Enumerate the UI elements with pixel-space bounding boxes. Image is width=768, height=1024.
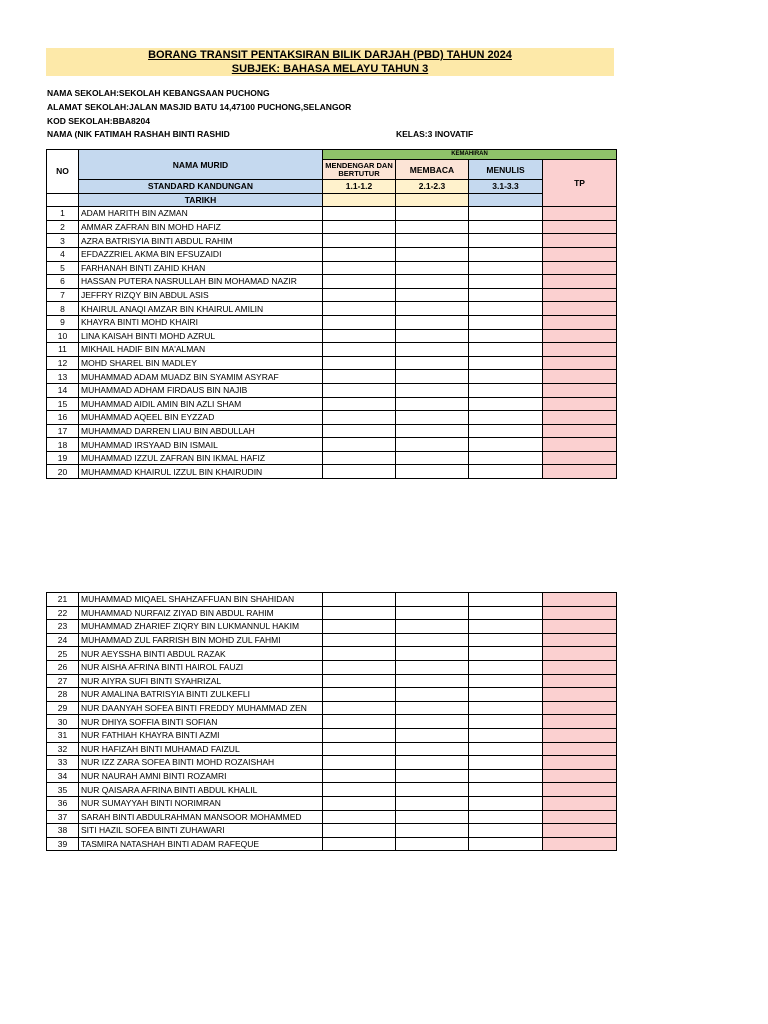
score-membaca-cell[interactable]: [396, 247, 469, 261]
score-tp-cell[interactable]: [543, 715, 617, 729]
score-tp-cell[interactable]: [543, 742, 617, 756]
score-tp-cell[interactable]: [543, 275, 617, 289]
score-menulis-cell[interactable]: [469, 715, 543, 729]
student-row: [47, 660, 617, 674]
student-name: MUHAMMAD KHAIRUL IZZUL BIN KHAIRUDIN: [79, 465, 323, 479]
student-name: NUR DAANYAH SOFEA BINTI FREDDY MUHAMMAD ZEN: [79, 701, 323, 715]
student-row: [47, 728, 617, 742]
score-mendengar-cell[interactable]: [323, 411, 396, 425]
score-mendengar-cell[interactable]: [323, 756, 396, 770]
score-tp-cell[interactable]: [543, 660, 617, 674]
student-name: MUHAMMAD AQEEL BIN EYZZAD: [79, 411, 323, 425]
score-menulis-cell[interactable]: [469, 261, 543, 275]
header-blank: [47, 193, 79, 207]
student-name: MUHAMMAD AIDIL AMIN BIN AZLI SHAM: [79, 397, 323, 411]
student-row: [47, 356, 617, 370]
score-membaca-cell[interactable]: [396, 397, 469, 411]
score-mendengar-cell[interactable]: [323, 701, 396, 715]
tarikh-cell[interactable]: [396, 193, 469, 207]
student-row: [47, 397, 617, 411]
score-mendengar-cell[interactable]: [323, 356, 396, 370]
score-mendengar-cell[interactable]: [323, 234, 396, 248]
student-name: NUR SUMAYYAH BINTI NORIMRAN: [79, 796, 323, 810]
score-membaca-cell[interactable]: [396, 343, 469, 357]
score-menulis-cell[interactable]: [469, 824, 543, 838]
score-tp-cell[interactable]: [543, 593, 617, 607]
score-menulis-cell[interactable]: [469, 837, 543, 851]
score-menulis-cell[interactable]: [469, 438, 543, 452]
score-tp-cell[interactable]: [543, 356, 617, 370]
student-no: 32: [47, 742, 79, 756]
score-menulis-cell[interactable]: [469, 606, 543, 620]
student-no: 7: [47, 288, 79, 302]
school-address: ALAMAT SEKOLAH:JALAN MASJID BATU 14,47100 PUCHONG,SELANGOR: [47, 102, 352, 112]
student-row: [47, 769, 617, 783]
header-skill-mendengar: MENDENGAR DAN BERTUTUR: [323, 160, 396, 180]
student-no: 33: [47, 756, 79, 770]
score-membaca-cell[interactable]: [396, 275, 469, 289]
student-row: [47, 383, 617, 397]
score-tp-cell[interactable]: [543, 207, 617, 221]
score-mendengar-cell[interactable]: [323, 742, 396, 756]
score-mendengar-cell[interactable]: [323, 302, 396, 316]
tarikh-cell[interactable]: [469, 193, 543, 207]
class-name: KELAS:3 INOVATIF: [396, 129, 474, 139]
student-no: 36: [47, 796, 79, 810]
student-name: NUR QAISARA AFRINA BINTI ABDUL KHALIL: [79, 783, 323, 797]
score-menulis-cell[interactable]: [469, 275, 543, 289]
student-name: MUHAMMAD ZHARIEF ZIQRY BIN LUKMANNUL HAKIM: [79, 620, 323, 634]
student-no: 31: [47, 728, 79, 742]
student-row: [47, 620, 617, 634]
student-no: 11: [47, 343, 79, 357]
score-tp-cell[interactable]: [543, 288, 617, 302]
score-tp-cell[interactable]: [543, 633, 617, 647]
score-menulis-cell[interactable]: [469, 288, 543, 302]
score-tp-cell[interactable]: [543, 620, 617, 634]
score-membaca-cell[interactable]: [396, 465, 469, 479]
score-membaca-cell[interactable]: [396, 234, 469, 248]
score-menulis-cell[interactable]: [469, 247, 543, 261]
header-nama-murid: NAMA MURID: [79, 150, 323, 180]
school-name: NAMA SEKOLAH:SEKOLAH KEBANGSAAN PUCHONG: [47, 88, 270, 98]
student-no: 13: [47, 370, 79, 384]
score-membaca-cell[interactable]: [396, 810, 469, 824]
student-name: EFDAZZRIEL AKMA BIN EFSUZAIDI: [79, 247, 323, 261]
score-membaca-cell[interactable]: [396, 207, 469, 221]
score-tp-cell[interactable]: [543, 824, 617, 838]
student-row: [47, 424, 617, 438]
student-no: 20: [47, 465, 79, 479]
score-membaca-cell[interactable]: [396, 742, 469, 756]
student-no: 5: [47, 261, 79, 275]
header-no: NO: [47, 150, 79, 194]
score-menulis-cell[interactable]: [469, 220, 543, 234]
score-mendengar-cell[interactable]: [323, 620, 396, 634]
score-membaca-cell[interactable]: [396, 593, 469, 607]
score-membaca-cell[interactable]: [396, 288, 469, 302]
student-no: 25: [47, 647, 79, 661]
score-tp-cell[interactable]: [543, 701, 617, 715]
score-membaca-cell[interactable]: [396, 674, 469, 688]
score-menulis-cell[interactable]: [469, 769, 543, 783]
form-subject: SUBJEK: BAHASA MELAYU TAHUN 3: [231, 63, 429, 75]
teacher-name: NAMA (NIK FATIMAH RASHAH BINTI RASHID: [47, 129, 230, 139]
student-name: NUR AEYSSHA BINTI ABDUL RAZAK: [79, 647, 323, 661]
score-mendengar-cell[interactable]: [323, 329, 396, 343]
student-name: MUHAMMAD NURFAIZ ZIYAD BIN ABDUL RAHIM: [79, 606, 323, 620]
score-membaca-cell[interactable]: [396, 837, 469, 851]
score-menulis-cell[interactable]: [469, 465, 543, 479]
score-mendengar-cell[interactable]: [323, 247, 396, 261]
form-title: BORANG TRANSIT PENTAKSIRAN BILIK DARJAH (PBD) TAHUN 2024: [148, 49, 512, 61]
score-mendengar-cell[interactable]: [323, 315, 396, 329]
student-no: 4: [47, 247, 79, 261]
student-row: [47, 370, 617, 384]
score-mendengar-cell[interactable]: [323, 633, 396, 647]
student-no: 9: [47, 315, 79, 329]
score-tp-cell[interactable]: [543, 451, 617, 465]
student-name: NUR DHIYA SOFFIA BINTI SOFIAN: [79, 715, 323, 729]
score-menulis-cell[interactable]: [469, 783, 543, 797]
student-name: NUR AIYRA SUFI BINTI SYAHRIZAL: [79, 674, 323, 688]
score-menulis-cell[interactable]: [469, 810, 543, 824]
header-skill-menulis: MENULIS: [469, 160, 543, 180]
student-name: MUHAMMAD MIQAEL SHAHZAFFUAN BIN SHAHIDAN: [79, 593, 323, 607]
score-mendengar-cell[interactable]: [323, 465, 396, 479]
student-no: 26: [47, 660, 79, 674]
header-kemahiran: KEMAHIRAN: [323, 150, 617, 160]
student-no: 21: [47, 593, 79, 607]
score-membaca-cell[interactable]: [396, 329, 469, 343]
student-no: 12: [47, 356, 79, 370]
score-mendengar-cell[interactable]: [323, 397, 396, 411]
score-menulis-cell[interactable]: [469, 315, 543, 329]
score-tp-cell[interactable]: [543, 329, 617, 343]
score-menulis-cell[interactable]: [469, 207, 543, 221]
score-tp-cell[interactable]: [543, 783, 617, 797]
student-row: [47, 275, 617, 289]
student-row: [47, 715, 617, 729]
student-name: MUHAMMAD ADAM MUADZ BIN SYAMIM ASYRAF: [79, 370, 323, 384]
score-tp-cell[interactable]: [543, 302, 617, 316]
student-name: AZRA BATRISYIA BINTI ABDUL RAHIM: [79, 234, 323, 248]
score-mendengar-cell[interactable]: [323, 593, 396, 607]
student-no: 28: [47, 688, 79, 702]
score-tp-cell[interactable]: [543, 465, 617, 479]
score-menulis-cell[interactable]: [469, 660, 543, 674]
header-tp: TP: [543, 160, 617, 207]
score-membaca-cell[interactable]: [396, 769, 469, 783]
score-membaca-cell[interactable]: [396, 438, 469, 452]
score-menulis-cell[interactable]: [469, 742, 543, 756]
score-mendengar-cell[interactable]: [323, 424, 396, 438]
score-mendengar-cell[interactable]: [323, 810, 396, 824]
student-row: [47, 606, 617, 620]
score-menulis-cell[interactable]: [469, 356, 543, 370]
score-membaca-cell[interactable]: [396, 261, 469, 275]
score-tp-cell[interactable]: [543, 837, 617, 851]
score-tp-cell[interactable]: [543, 756, 617, 770]
student-no: 10: [47, 329, 79, 343]
score-membaca-cell[interactable]: [396, 783, 469, 797]
score-menulis-cell[interactable]: [469, 701, 543, 715]
header-standard-kandungan: STANDARD KANDUNGAN: [79, 180, 323, 194]
score-mendengar-cell[interactable]: [323, 275, 396, 289]
student-row: [47, 796, 617, 810]
student-no: 38: [47, 824, 79, 838]
student-no: 37: [47, 810, 79, 824]
score-mendengar-cell[interactable]: [323, 207, 396, 221]
score-mendengar-cell[interactable]: [323, 728, 396, 742]
score-mendengar-cell[interactable]: [323, 715, 396, 729]
student-no: 6: [47, 275, 79, 289]
header-tarikh: TARIKH: [79, 193, 323, 207]
form-title-banner: [46, 48, 614, 76]
student-row: [47, 688, 617, 702]
score-mendengar-cell[interactable]: [323, 220, 396, 234]
score-tp-cell[interactable]: [543, 647, 617, 661]
score-membaca-cell[interactable]: [396, 302, 469, 316]
student-row: [47, 837, 617, 851]
student-name: HASSAN PUTERA NASRULLAH BIN MOHAMAD NAZIR: [79, 275, 323, 289]
student-no: 24: [47, 633, 79, 647]
student-name: NUR FATHIAH KHAYRA BINTI AZMI: [79, 728, 323, 742]
score-tp-cell[interactable]: [543, 247, 617, 261]
score-tp-cell[interactable]: [543, 383, 617, 397]
score-mendengar-cell[interactable]: [323, 674, 396, 688]
score-mendengar-cell[interactable]: [323, 824, 396, 838]
student-row: [47, 647, 617, 661]
score-tp-cell[interactable]: [543, 424, 617, 438]
score-menulis-cell[interactable]: [469, 411, 543, 425]
score-membaca-cell[interactable]: [396, 451, 469, 465]
score-tp-cell[interactable]: [543, 411, 617, 425]
score-membaca-cell[interactable]: [396, 796, 469, 810]
student-no: 34: [47, 769, 79, 783]
tarikh-cell[interactable]: [323, 193, 396, 207]
score-membaca-cell[interactable]: [396, 620, 469, 634]
student-row: [47, 329, 617, 343]
score-menulis-cell[interactable]: [469, 424, 543, 438]
score-menulis-cell[interactable]: [469, 302, 543, 316]
score-membaca-cell[interactable]: [396, 824, 469, 838]
student-row: [47, 411, 617, 425]
score-menulis-cell[interactable]: [469, 728, 543, 742]
student-name: NUR AISHA AFRINA BINTI HAIROL FAUZI: [79, 660, 323, 674]
student-no: 39: [47, 837, 79, 851]
score-membaca-cell[interactable]: [396, 715, 469, 729]
student-name: SARAH BINTI ABDULRAHMAN MANSOOR MOHAMMED: [79, 810, 323, 824]
score-tp-cell[interactable]: [543, 728, 617, 742]
assessment-table-2: [46, 592, 617, 851]
score-menulis-cell[interactable]: [469, 647, 543, 661]
score-tp-cell[interactable]: [543, 397, 617, 411]
student-row: [47, 756, 617, 770]
student-name: AMMAR ZAFRAN BIN MOHD HAFIZ: [79, 220, 323, 234]
score-mendengar-cell[interactable]: [323, 796, 396, 810]
score-membaca-cell[interactable]: [396, 756, 469, 770]
student-name: MUHAMMAD ADHAM FIRDAUS BIN NAJIB: [79, 383, 323, 397]
score-tp-cell[interactable]: [543, 810, 617, 824]
student-name: FARHANAH BINTI ZAHID KHAN: [79, 261, 323, 275]
score-membaca-cell[interactable]: [396, 688, 469, 702]
student-row: [47, 315, 617, 329]
student-no: 1: [47, 207, 79, 221]
score-tp-cell[interactable]: [543, 606, 617, 620]
score-tp-cell[interactable]: [543, 315, 617, 329]
score-membaca-cell[interactable]: [396, 647, 469, 661]
score-tp-cell[interactable]: [543, 234, 617, 248]
student-row: [47, 451, 617, 465]
score-tp-cell[interactable]: [543, 688, 617, 702]
student-row: [47, 261, 617, 275]
student-name: NUR NAURAH AMNI BINTI ROZAMRI: [79, 769, 323, 783]
student-name: ADAM HARITH BIN AZMAN: [79, 207, 323, 221]
score-tp-cell[interactable]: [543, 343, 617, 357]
score-mendengar-cell[interactable]: [323, 606, 396, 620]
score-menulis-cell[interactable]: [469, 688, 543, 702]
student-name: NUR HAFIZAH BINTI MUHAMAD FAIZUL: [79, 742, 323, 756]
score-tp-cell[interactable]: [543, 796, 617, 810]
student-no: 30: [47, 715, 79, 729]
student-row: [47, 207, 617, 221]
score-menulis-cell[interactable]: [469, 370, 543, 384]
score-membaca-cell[interactable]: [396, 370, 469, 384]
score-mendengar-cell[interactable]: [323, 288, 396, 302]
score-membaca-cell[interactable]: [396, 633, 469, 647]
score-mendengar-cell[interactable]: [323, 647, 396, 661]
student-row: [47, 465, 617, 479]
score-menulis-cell[interactable]: [469, 343, 543, 357]
score-mendengar-cell[interactable]: [323, 438, 396, 452]
score-tp-cell[interactable]: [543, 769, 617, 783]
score-tp-cell[interactable]: [543, 220, 617, 234]
student-name: MOHD SHAREL BIN MADLEY: [79, 356, 323, 370]
student-row: [47, 220, 617, 234]
score-menulis-cell[interactable]: [469, 674, 543, 688]
score-mendengar-cell[interactable]: [323, 769, 396, 783]
student-name: MUHAMMAD IZZUL ZAFRAN BIN IKMAL HAFIZ: [79, 451, 323, 465]
student-row: [47, 234, 617, 248]
student-no: 23: [47, 620, 79, 634]
student-name: KHAIRUL ANAQI AMZAR BIN KHAIRUL AMILIN: [79, 302, 323, 316]
student-no: 35: [47, 783, 79, 797]
score-menulis-cell[interactable]: [469, 796, 543, 810]
score-menulis-cell[interactable]: [469, 383, 543, 397]
student-row: [47, 593, 617, 607]
student-name: MUHAMMAD DARREN LIAU BIN ABDULLAH: [79, 424, 323, 438]
student-name: NUR IZZ ZARA SOFEA BINTI MOHD ROZAISHAH: [79, 756, 323, 770]
score-membaca-cell[interactable]: [396, 424, 469, 438]
student-row: [47, 783, 617, 797]
score-tp-cell[interactable]: [543, 370, 617, 384]
score-mendengar-cell[interactable]: [323, 660, 396, 674]
score-mendengar-cell[interactable]: [323, 383, 396, 397]
score-membaca-cell[interactable]: [396, 728, 469, 742]
score-membaca-cell[interactable]: [396, 383, 469, 397]
student-no: 27: [47, 674, 79, 688]
score-mendengar-cell[interactable]: [323, 370, 396, 384]
score-menulis-cell[interactable]: [469, 633, 543, 647]
header-sk-3: 3.1-3.3: [469, 180, 543, 194]
student-name: LINA KAISAH BINTI MOHD AZRUL: [79, 329, 323, 343]
score-mendengar-cell[interactable]: [323, 783, 396, 797]
score-tp-cell[interactable]: [543, 674, 617, 688]
student-row: [47, 810, 617, 824]
student-no: 19: [47, 451, 79, 465]
score-tp-cell[interactable]: [543, 261, 617, 275]
score-mendengar-cell[interactable]: [323, 837, 396, 851]
score-menulis-cell[interactable]: [469, 329, 543, 343]
score-membaca-cell[interactable]: [396, 356, 469, 370]
student-no: 8: [47, 302, 79, 316]
student-no: 3: [47, 234, 79, 248]
score-membaca-cell[interactable]: [396, 660, 469, 674]
school-code: KOD SEKOLAH:BBA8204: [47, 116, 150, 126]
student-row: [47, 674, 617, 688]
student-no: 17: [47, 424, 79, 438]
student-row: [47, 633, 617, 647]
student-name: KHAYRA BINTI MOHD KHAIRI: [79, 315, 323, 329]
student-no: 29: [47, 701, 79, 715]
score-menulis-cell[interactable]: [469, 593, 543, 607]
score-tp-cell[interactable]: [543, 438, 617, 452]
header-skill-membaca: MEMBACA: [396, 160, 469, 180]
student-row: [47, 701, 617, 715]
student-no: 15: [47, 397, 79, 411]
student-name: MUHAMMAD IRSYAAD BIN ISMAIL: [79, 438, 323, 452]
score-menulis-cell[interactable]: [469, 451, 543, 465]
score-membaca-cell[interactable]: [396, 606, 469, 620]
score-membaca-cell[interactable]: [396, 701, 469, 715]
student-row: [47, 247, 617, 261]
student-row: [47, 742, 617, 756]
score-mendengar-cell[interactable]: [323, 261, 396, 275]
score-membaca-cell[interactable]: [396, 220, 469, 234]
score-mendengar-cell[interactable]: [323, 451, 396, 465]
score-menulis-cell[interactable]: [469, 756, 543, 770]
student-no: 2: [47, 220, 79, 234]
score-menulis-cell[interactable]: [469, 234, 543, 248]
score-membaca-cell[interactable]: [396, 315, 469, 329]
student-name: SITI HAZIL SOFEA BINTI ZUHAWARI: [79, 824, 323, 838]
assessment-table-1: [46, 149, 617, 479]
score-mendengar-cell[interactable]: [323, 688, 396, 702]
student-row: [47, 288, 617, 302]
student-no: 16: [47, 411, 79, 425]
score-menulis-cell[interactable]: [469, 620, 543, 634]
student-no: 18: [47, 438, 79, 452]
score-mendengar-cell[interactable]: [323, 343, 396, 357]
student-row: [47, 824, 617, 838]
score-menulis-cell[interactable]: [469, 397, 543, 411]
header-sk-1: 1.1-1.2: [323, 180, 396, 194]
score-membaca-cell[interactable]: [396, 411, 469, 425]
student-name: JEFFRY RIZQY BIN ABDUL ASIS: [79, 288, 323, 302]
student-name: MIKHAIL HADIF BIN MA'ALMAN: [79, 343, 323, 357]
student-row: [47, 438, 617, 452]
student-name: TASMIRA NATASHAH BINTI ADAM RAFEQUE: [79, 837, 323, 851]
student-row: [47, 343, 617, 357]
student-no: 14: [47, 383, 79, 397]
student-name: NUR AMALINA BATRISYIA BINTI ZULKEFLI: [79, 688, 323, 702]
student-name: MUHAMMAD ZUL FARRISH BIN MOHD ZUL FAHMI: [79, 633, 323, 647]
header-sk-2: 2.1-2.3: [396, 180, 469, 194]
student-row: [47, 302, 617, 316]
student-no: 22: [47, 606, 79, 620]
